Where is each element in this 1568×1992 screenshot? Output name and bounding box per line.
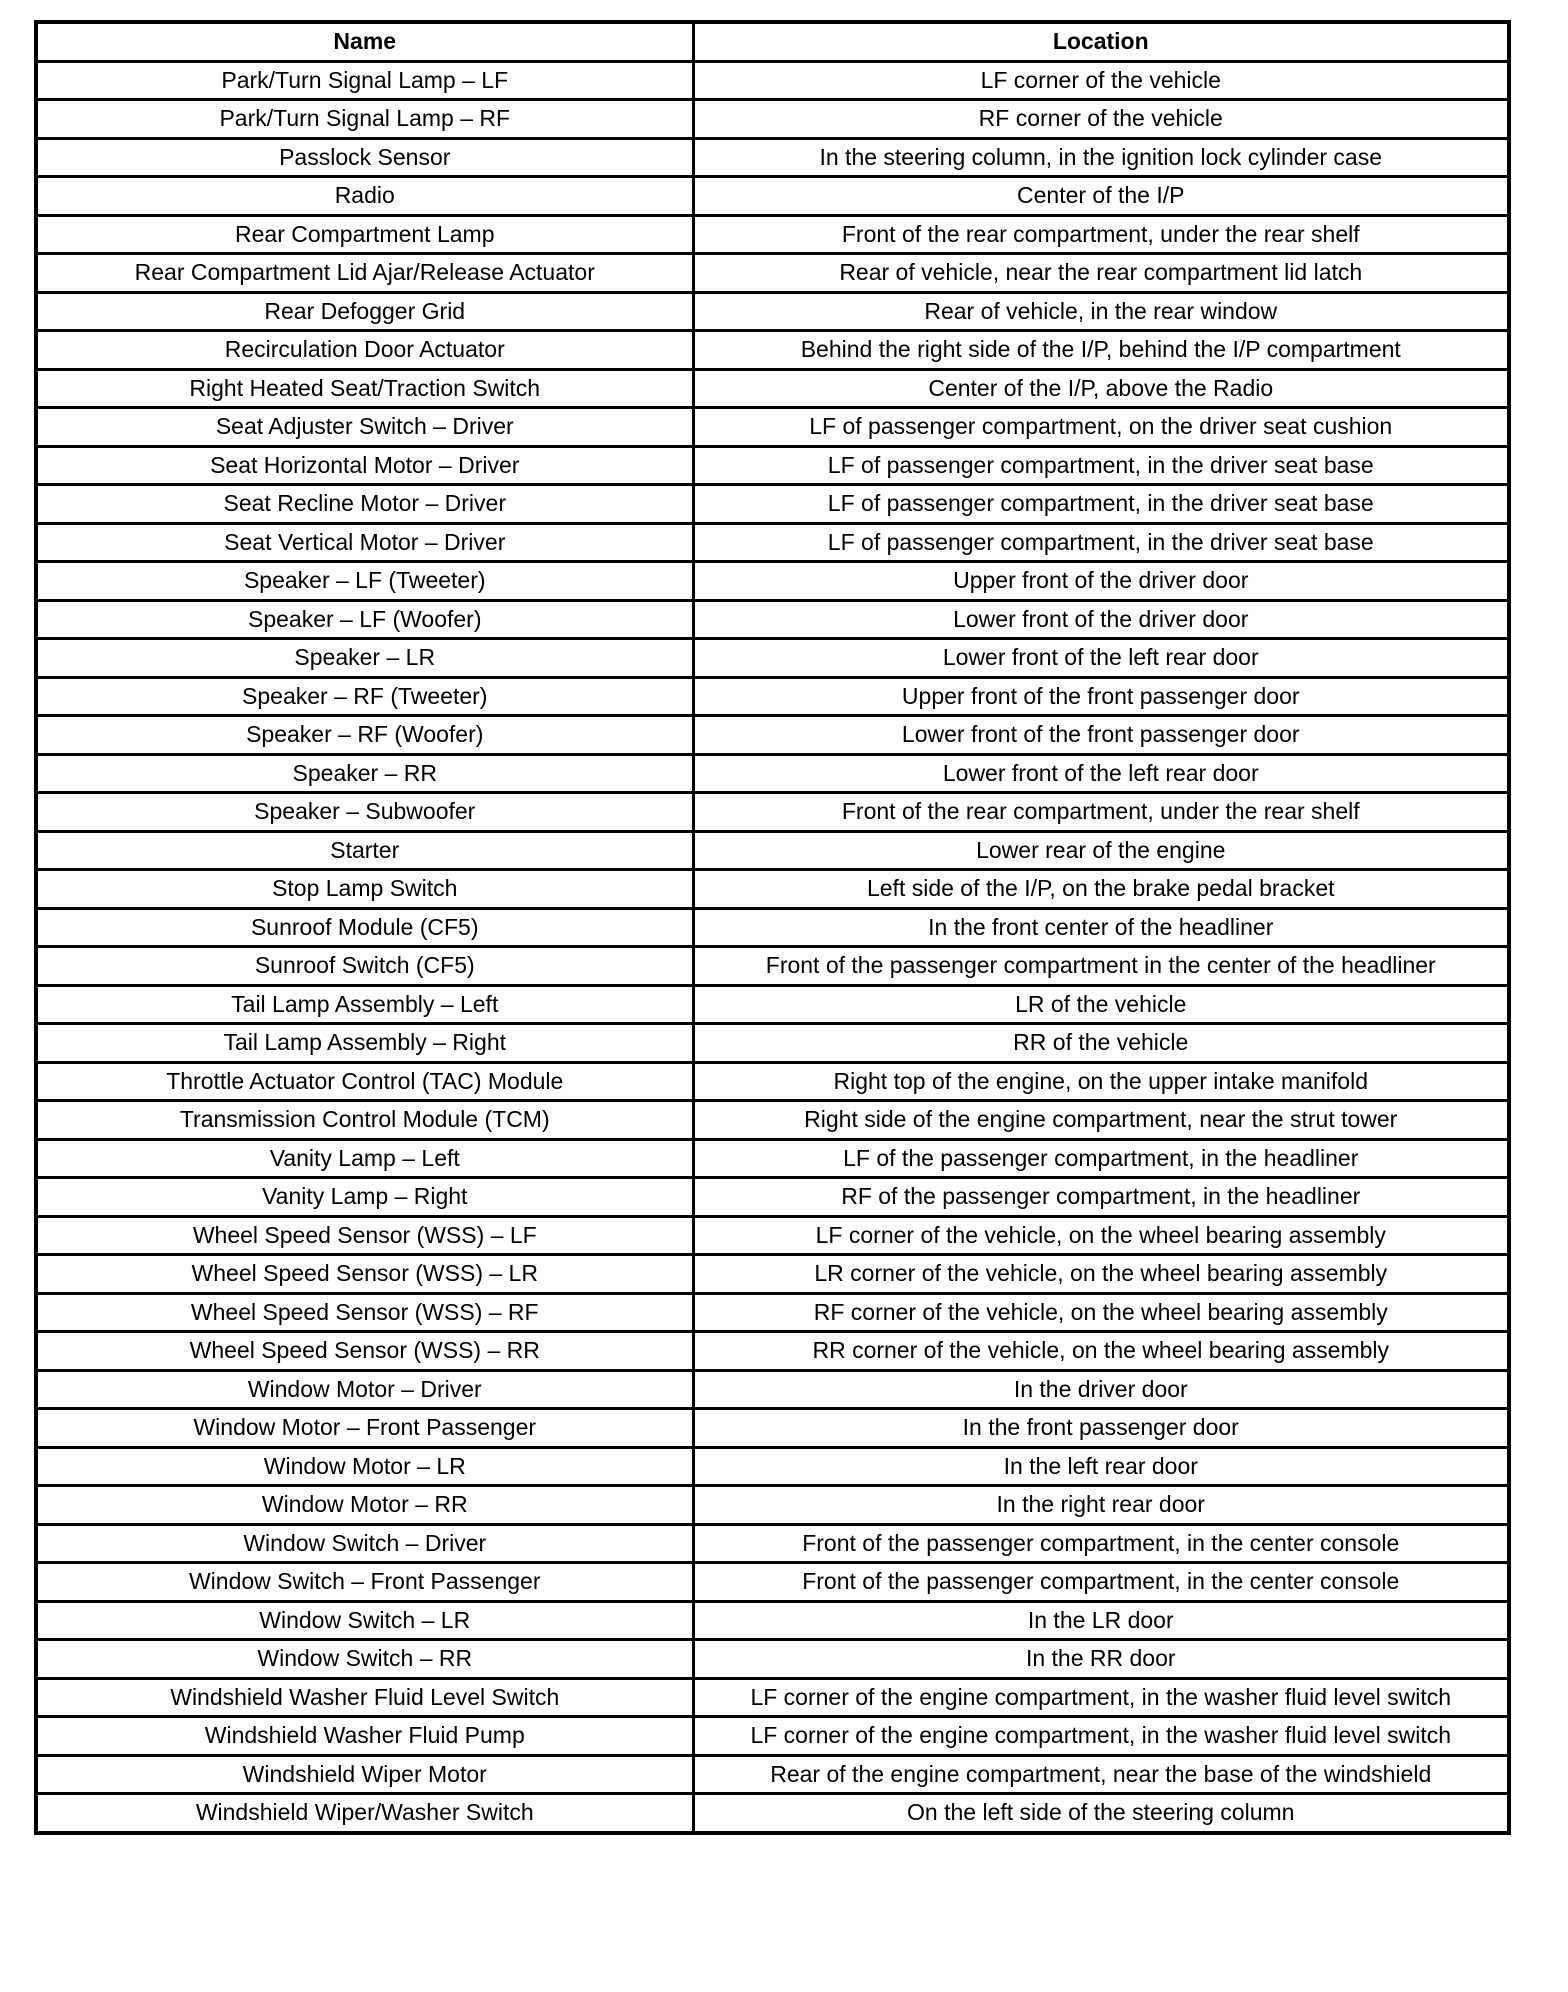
component-name-cell: Window Switch – Driver [36,1524,693,1563]
table-row [36,1255,1509,1294]
table-row [36,1524,1509,1563]
component-location-cell: Front of the rear compartment, under the rear shelf [693,215,1509,254]
component-name-cell: Speaker – LF (Woofer) [36,600,693,639]
component-location-cell: Front of the passenger compartment, in the center console [693,1563,1509,1602]
component-location-cell: RF of the passenger compartment, in the headliner [693,1178,1509,1217]
component-location-cell: LF of passenger compartment, in the driver seat base [693,446,1509,485]
component-name-cell: Windshield Wiper/Washer Switch [36,1794,693,1833]
table-row [36,1062,1509,1101]
table-row [36,1601,1509,1640]
component-location-cell: Rear of the engine compartment, near the base of the windshield [693,1755,1509,1794]
component-location-cell: Left side of the I/P, on the brake pedal bracket [693,870,1509,909]
table-row [36,1794,1509,1833]
table-row [36,1024,1509,1063]
component-name-cell: Right Heated Seat/Traction Switch [36,369,693,408]
name-column-header: Name [36,22,693,61]
table-row [36,138,1509,177]
table-row [36,1447,1509,1486]
component-location-cell: In the front passenger door [693,1409,1509,1448]
table-row [36,1293,1509,1332]
table-row [36,793,1509,832]
component-name-cell: Vanity Lamp – Left [36,1139,693,1178]
component-location-cell: Front of the passenger compartment, in the center console [693,1524,1509,1563]
component-location-cell: On the left side of the steering column [693,1794,1509,1833]
table-row [36,831,1509,870]
component-location-cell: LF of passenger compartment, in the driver seat base [693,523,1509,562]
component-location-cell: Lower rear of the engine [693,831,1509,870]
component-location-cell: Center of the I/P [693,177,1509,216]
component-location-cell: RF corner of the vehicle [693,100,1509,139]
table-row [36,485,1509,524]
table-row [36,1563,1509,1602]
component-name-cell: Recirculation Door Actuator [36,331,693,370]
component-location-cell: Center of the I/P, above the Radio [693,369,1509,408]
component-name-cell: Tail Lamp Assembly – Left [36,985,693,1024]
component-location-cell: In the RR door [693,1640,1509,1679]
component-name-cell: Rear Compartment Lamp [36,215,693,254]
table-row [36,1370,1509,1409]
component-location-cell: LF corner of the vehicle [693,61,1509,100]
table-row [36,1717,1509,1756]
component-location-cell: LF corner of the engine compartment, in the washer fluid level switch [693,1678,1509,1717]
component-location-cell: RR corner of the vehicle, on the wheel bearing assembly [693,1332,1509,1371]
component-location-cell: RF corner of the vehicle, on the wheel bearing assembly [693,1293,1509,1332]
table-row [36,215,1509,254]
component-location-cell: In the front center of the headliner [693,908,1509,947]
component-name-cell: Window Switch – RR [36,1640,693,1679]
component-name-cell: Speaker – LR [36,639,693,678]
component-name-cell: Wheel Speed Sensor (WSS) – RR [36,1332,693,1371]
component-name-cell: Window Switch – Front Passenger [36,1563,693,1602]
table-row [36,716,1509,755]
component-name-cell: Speaker – LF (Tweeter) [36,562,693,601]
component-location-cell: RR of the vehicle [693,1024,1509,1063]
component-name-cell: Seat Adjuster Switch – Driver [36,408,693,447]
component-location-cell: LR corner of the vehicle, on the wheel bearing assembly [693,1255,1509,1294]
table-row [36,562,1509,601]
table-row [36,1139,1509,1178]
component-location-cell: Front of the passenger compartment in the center of the headliner [693,947,1509,986]
component-location-cell: In the right rear door [693,1486,1509,1525]
component-name-cell: Park/Turn Signal Lamp – LF [36,61,693,100]
component-name-cell: Seat Recline Motor – Driver [36,485,693,524]
component-name-cell: Speaker – RF (Tweeter) [36,677,693,716]
table-row [36,947,1509,986]
component-name-cell: Window Motor – Driver [36,1370,693,1409]
component-name-cell: Starter [36,831,693,870]
component-name-cell: Tail Lamp Assembly – Right [36,1024,693,1063]
component-name-cell: Wheel Speed Sensor (WSS) – RF [36,1293,693,1332]
table-row [36,1409,1509,1448]
component-name-cell: Wheel Speed Sensor (WSS) – LF [36,1216,693,1255]
component-name-cell: Seat Vertical Motor – Driver [36,523,693,562]
table-row [36,1332,1509,1371]
component-name-cell: Sunroof Module (CF5) [36,908,693,947]
component-name-cell: Windshield Washer Fluid Level Switch [36,1678,693,1717]
table-row [36,408,1509,447]
table-row [36,754,1509,793]
table-row [36,1640,1509,1679]
component-location-cell: LF of the passenger compartment, in the headliner [693,1139,1509,1178]
table-row [36,908,1509,947]
component-name-cell: Passlock Sensor [36,138,693,177]
table-header-row [36,22,1509,61]
table-row [36,677,1509,716]
component-location-cell: Rear of vehicle, in the rear window [693,292,1509,331]
component-name-cell: Park/Turn Signal Lamp – RF [36,100,693,139]
component-name-cell: Speaker – RF (Woofer) [36,716,693,755]
component-name-cell: Transmission Control Module (TCM) [36,1101,693,1140]
component-location-cell: Right top of the engine, on the upper intake manifold [693,1062,1509,1101]
table-row [36,1101,1509,1140]
component-name-cell: Speaker – Subwoofer [36,793,693,832]
component-location-cell: Behind the right side of the I/P, behind the I/P compartment [693,331,1509,370]
table-row [36,639,1509,678]
component-location-cell: Lower front of the left rear door [693,754,1509,793]
table-row [36,100,1509,139]
table-row [36,523,1509,562]
component-location-cell: In the left rear door [693,1447,1509,1486]
table-row [36,870,1509,909]
component-name-cell: Windshield Wiper Motor [36,1755,693,1794]
component-location-cell: Upper front of the driver door [693,562,1509,601]
table-row [36,1486,1509,1525]
table-body [36,61,1509,1833]
component-location-cell: Lower front of the left rear door [693,639,1509,678]
component-name-cell: Speaker – RR [36,754,693,793]
component-location-cell: In the steering column, in the ignition lock cylinder case [693,138,1509,177]
component-location-cell: Lower front of the front passenger door [693,716,1509,755]
component-name-cell: Sunroof Switch (CF5) [36,947,693,986]
component-location-cell: Right side of the engine compartment, near the strut tower [693,1101,1509,1140]
component-name-cell: Window Switch – LR [36,1601,693,1640]
component-name-cell: Rear Defogger Grid [36,292,693,331]
component-location-cell: LR of the vehicle [693,985,1509,1024]
component-name-cell: Wheel Speed Sensor (WSS) – LR [36,1255,693,1294]
component-name-cell: Window Motor – Front Passenger [36,1409,693,1448]
component-name-cell: Seat Horizontal Motor – Driver [36,446,693,485]
component-name-cell: Window Motor – RR [36,1486,693,1525]
table-row [36,254,1509,293]
table-row [36,1216,1509,1255]
table-row [36,331,1509,370]
component-location-cell: LF corner of the vehicle, on the wheel bearing assembly [693,1216,1509,1255]
component-location-cell: In the driver door [693,1370,1509,1409]
table-row [36,600,1509,639]
component-name-cell: Vanity Lamp – Right [36,1178,693,1217]
component-location-cell: Rear of vehicle, near the rear compartment lid latch [693,254,1509,293]
table-row [36,446,1509,485]
component-location-cell: LF corner of the engine compartment, in the washer fluid level switch [693,1717,1509,1756]
component-name-cell: Rear Compartment Lid Ajar/Release Actuator [36,254,693,293]
component-location-table [34,20,1511,1835]
table-row [36,1755,1509,1794]
component-location-cell: Lower front of the driver door [693,600,1509,639]
component-name-cell: Stop Lamp Switch [36,870,693,909]
table-row [36,1178,1509,1217]
table-row [36,1678,1509,1717]
component-name-cell: Radio [36,177,693,216]
component-name-cell: Throttle Actuator Control (TAC) Module [36,1062,693,1101]
table-row [36,369,1509,408]
location-column-header: Location [693,22,1509,61]
table-row [36,177,1509,216]
component-location-cell: In the LR door [693,1601,1509,1640]
table-row [36,292,1509,331]
component-location-cell: LF of passenger compartment, on the driver seat cushion [693,408,1509,447]
component-location-cell: Upper front of the front passenger door [693,677,1509,716]
component-location-cell: LF of passenger compartment, in the driver seat base [693,485,1509,524]
component-location-cell: Front of the rear compartment, under the rear shelf [693,793,1509,832]
table-row [36,985,1509,1024]
table-row [36,61,1509,100]
component-name-cell: Windshield Washer Fluid Pump [36,1717,693,1756]
component-name-cell: Window Motor – LR [36,1447,693,1486]
